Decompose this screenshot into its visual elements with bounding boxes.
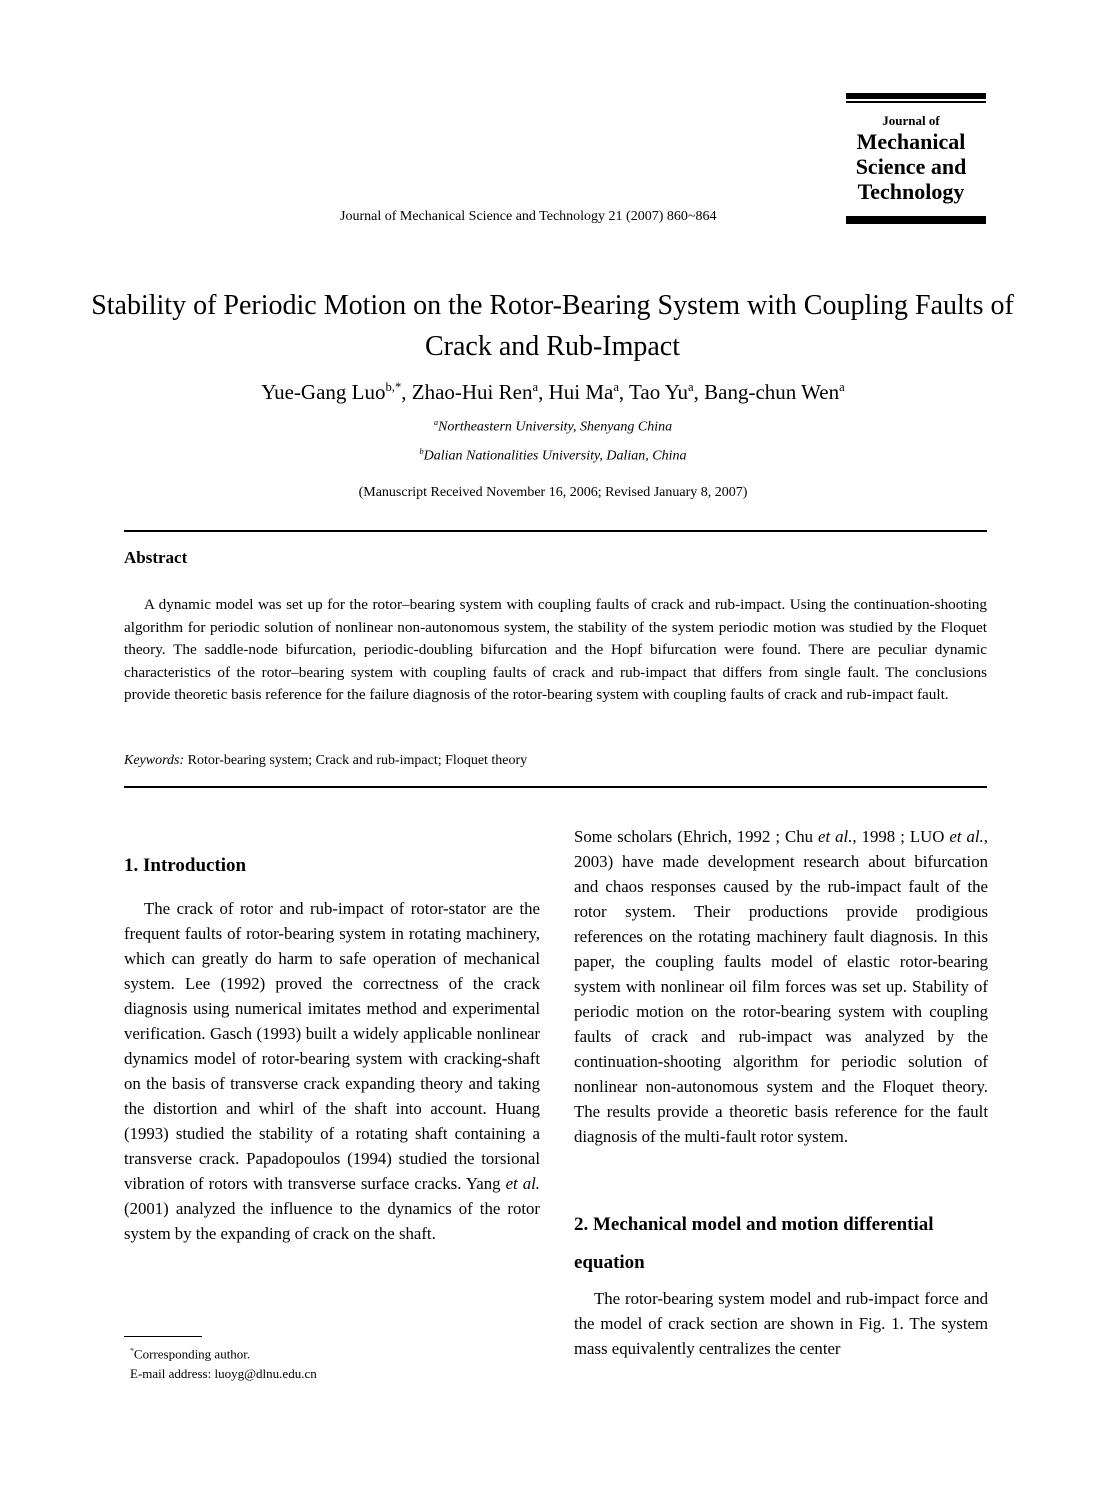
footnote-email: E-mail address: luoyg@dlnu.edu.cn: [130, 1366, 317, 1382]
abstract-rule: [124, 786, 987, 788]
masthead-bottom-rule: [846, 218, 986, 224]
masthead-line-2: Science and: [855, 154, 967, 179]
masthead-line-3: Technology: [857, 179, 965, 204]
text-run: The crack of rotor and rub-impact of rotor-stator are the frequent faults of rotor-bearing system in rotating machinery, which can greatly do harm to safe operation of mechanical system. Lee (1992) proved the correctness of the crack diagnosis using numerical imitates method and experimental verification. Gasch (1993) built a widely applicable nonlinear dynamics model of rotor-bearing system with cracking-shaft on the basis of transverse crack expanding theory and taking the distortion and whirl of the shaft into account. Huang (1993) studied the stability of a rotating shaft containing a transverse crack. Papadopoulos (1994) studied the torsional vibration of rotors with transverse surface cracks. Yang: [124, 899, 540, 1193]
affil-mark: b: [419, 447, 424, 456]
paper-title: Stability of Periodic Motion on the Rotor-Bearing System with Coupling Faults of Crack and Rub-Impact: [91, 290, 1014, 362]
masthead-journal-of: Journal of: [882, 113, 940, 128]
text-run: Some scholars (Ehrich, 1992 ; Chu: [574, 827, 819, 846]
text-run: , 1998 ; LUO: [852, 827, 950, 846]
intro-left-column: [124, 896, 540, 1246]
author-affil-mark: b,*: [385, 380, 402, 394]
journal-citation: Journal of Mechanical Science and Technology 21 (2007) 860~864: [340, 209, 717, 224]
author-affil-mark: a: [532, 380, 539, 394]
author-name: Zhao-Hui Ren: [411, 380, 533, 404]
section-heading-introduction: 1. Introduction: [124, 855, 247, 876]
author-affil-mark: a: [688, 380, 694, 394]
author-name: Yue-Gang Luo: [261, 380, 386, 404]
keywords-label: Keywords:: [124, 753, 185, 768]
intro-right-column: [574, 824, 988, 1149]
abstract-body: A dynamic model was set up for the rotor–bearing system with coupling faults of crack and rub-impact. Using the continuation-shooting algorithm for periodic solution of nonlinear non-autonomous system, the stability of the system periodic motion was studied by the Floquet theory. The saddle-node bifurcation, periodic-doubling bifurcation and the Hopf bifurcation were found. There are peculiar dynamic characteristics of the rotor–bearing system with coupling faults of crack and rub-impact that differs from single fault. The conclusions provide theoretic basis reference for the failure diagnosis of the rotor-bearing system with coupling faults of crack and rub-impact fault.: [124, 596, 987, 704]
journal-masthead: [846, 93, 986, 224]
abstract-heading: Abstract: [124, 548, 188, 567]
text-run: , 2003) have made development research about bifurcation and chaos responses caused by the rub-impact fault of the rotor system. Their productions provide prodigious references on the rotating machinery fault diagnosis. In this paper, the coupling faults model of elastic rotor-bearing system with nonlinear oil film forces was set up. Stability of periodic motion on the rotor-bearing system with coupling faults of crack and rub-impact was analyzed by the continuation-shooting algorithm for periodic solution of nonlinear non-autonomous system and the Floquet theory. The results provide a theoretic basis reference for the fault diagnosis of the multi-fault rotor system.: [574, 827, 988, 1146]
author-affil-mark: a: [839, 380, 845, 394]
manuscript-dates: (Manuscript Received November 16, 2006; Revised January 8, 2007): [358, 485, 748, 500]
text-run-italic: et al.: [949, 827, 984, 846]
footnote-corresponding-text: Corresponding author.: [133, 1346, 251, 1362]
text-run-italic: et al.: [818, 827, 853, 846]
footnote: [130, 1341, 317, 1384]
header-rule: [124, 530, 987, 532]
footnote-mark: *: [130, 1346, 134, 1355]
keywords: [124, 753, 527, 769]
masthead-line-1: Mechanical: [856, 129, 966, 154]
masthead-top-rule-thin: [846, 101, 986, 103]
author-name: Bang-chun Wen: [704, 380, 840, 404]
section2-body: The rotor-bearing system model and rub-impact force and the model of crack section are shown in Fig. 1. The system mass equivalently centralizes the center: [574, 1289, 988, 1358]
section-heading-mechanical-model: 2. Mechanical model and motion differential equation: [574, 1214, 934, 1273]
affil-mark: a: [433, 418, 439, 427]
text-run-italic: et al.: [505, 1174, 540, 1193]
author-list: Yue-Gang Luo$^{b,*}$, Zhao-Hui Ren$^a$, Hui Ma$^a$, Tao Yu$^a$, Bang-chun Wen$^a$: [261, 380, 845, 404]
author-name: Hui Ma: [548, 380, 614, 404]
footnote-corresponding: [130, 1341, 317, 1364]
author-affil-mark: a: [613, 380, 619, 394]
author-name: Tao Yu: [629, 380, 689, 404]
keywords-text: Rotor-bearing system; Crack and rub-impact; Floquet theory: [184, 753, 528, 768]
affiliation-b: [120, 447, 986, 465]
affil-text: Northeastern University, Shenyang China: [438, 419, 673, 435]
text-run: (2001) analyzed the influence to the dynamics of the rotor system by the expanding of crack on the shaft.: [124, 1199, 540, 1243]
footnote-rule: [124, 1336, 202, 1337]
affiliation-a: [120, 418, 986, 436]
masthead-top-rule: [846, 93, 986, 99]
affil-text: Dalian Nationalities University, Dalian, China: [423, 448, 687, 464]
